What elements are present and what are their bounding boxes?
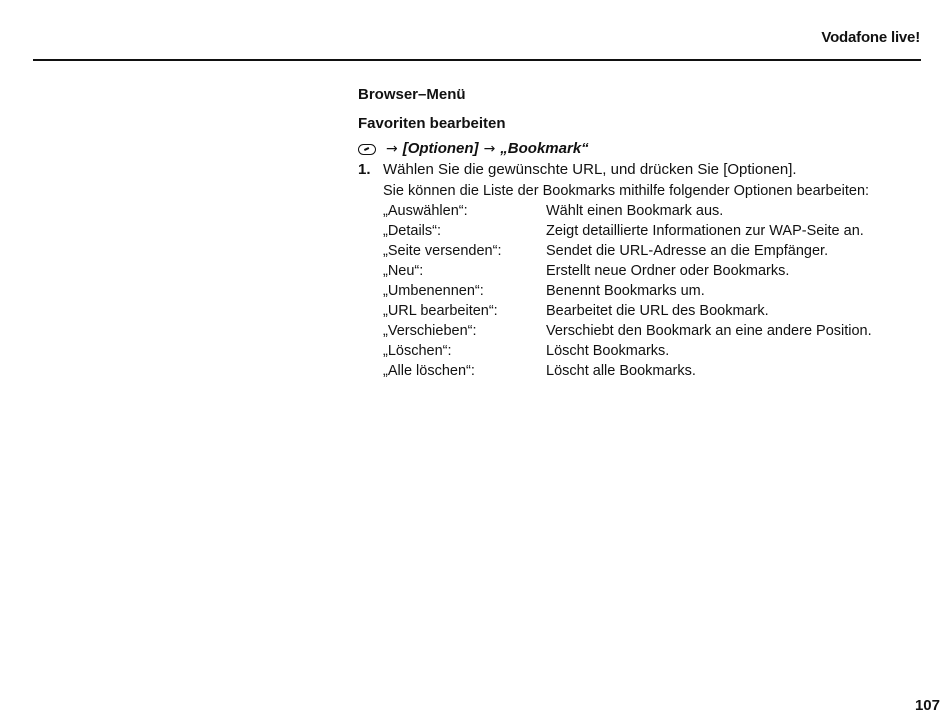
header-divider bbox=[33, 59, 921, 61]
option-description: Löscht alle Bookmarks. bbox=[546, 363, 696, 379]
option-description: Zeigt detaillierte Informationen zur WAP-Seite an. bbox=[546, 223, 864, 239]
option-row-umbenennen bbox=[383, 281, 898, 301]
option-label: „Seite versenden“: bbox=[383, 243, 502, 259]
option-row-neu bbox=[383, 261, 898, 281]
option-description: Benennt Bookmarks um. bbox=[546, 283, 705, 299]
instruction-step bbox=[358, 160, 898, 180]
option-row-details bbox=[383, 221, 898, 241]
option-row-loeschen bbox=[383, 341, 898, 361]
option-label: „Löschen“: bbox=[383, 343, 452, 359]
option-description: Bearbeitet die URL des Bookmark. bbox=[546, 303, 769, 319]
option-description: Wählt einen Bookmark aus. bbox=[546, 203, 724, 219]
option-row-url-bearbeiten bbox=[383, 301, 898, 321]
option-row-alle-loeschen bbox=[383, 361, 898, 381]
option-label: „Alle löschen“: bbox=[383, 363, 475, 379]
arrow-right-icon: → bbox=[386, 141, 398, 157]
option-label: „URL bearbeiten“: bbox=[383, 303, 498, 319]
option-label: „Umbenennen“: bbox=[383, 283, 484, 299]
section-title: Browser–Menü bbox=[358, 86, 466, 103]
subsection-title: Favoriten bearbeiten bbox=[358, 115, 506, 132]
page-number: 107 bbox=[914, 697, 940, 714]
option-description: Verschiebt den Bookmark an eine andere Position. bbox=[546, 323, 872, 339]
step-number: 1. bbox=[358, 161, 371, 178]
menu-path bbox=[358, 138, 898, 160]
option-row-seite-versenden bbox=[383, 241, 898, 261]
step-text: Wählen Sie die gewünschte URL, und drücken Sie [Optionen]. bbox=[383, 161, 797, 178]
option-description: Erstellt neue Ordner oder Bookmarks. bbox=[546, 263, 790, 279]
option-label: „Verschieben“: bbox=[383, 323, 477, 339]
option-description: Löscht Bookmarks. bbox=[546, 343, 670, 359]
header-title: Vodafone live! bbox=[821, 29, 920, 46]
option-label: „Details“: bbox=[383, 223, 442, 239]
option-row-auswaehlen bbox=[383, 201, 898, 221]
option-description: Sendet die URL-Adresse an die Empfänger. bbox=[546, 243, 829, 259]
option-row-verschieben bbox=[383, 321, 898, 341]
arrow-right-icon: → bbox=[483, 141, 496, 157]
page-content bbox=[358, 85, 898, 381]
menu-key-icon bbox=[358, 144, 376, 155]
options-list bbox=[383, 201, 898, 381]
options-description: Sie können die Liste der Bookmarks mithilfe folgender Optionen bearbeiten: bbox=[383, 183, 870, 199]
path-option-bookmark: „Bookmark“ bbox=[500, 140, 589, 157]
option-label: „Neu“: bbox=[383, 263, 424, 279]
option-label: „Auswählen“: bbox=[383, 203, 468, 219]
path-option-optionen: [Optionen] bbox=[402, 140, 479, 157]
